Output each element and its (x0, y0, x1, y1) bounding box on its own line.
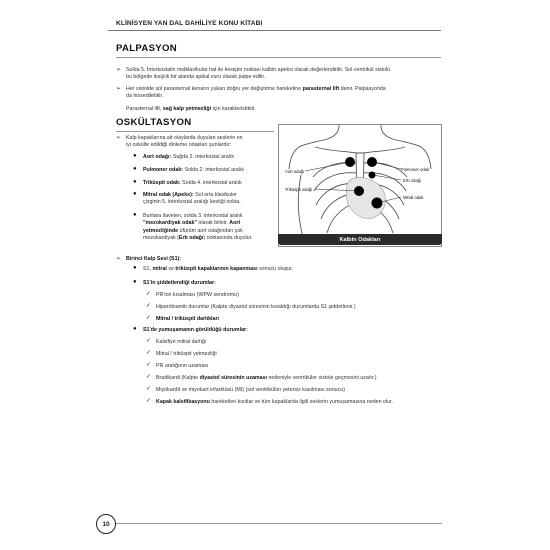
check-icon: ✓ (146, 338, 151, 344)
focus-pulmoner-text: Solda 2. interkostal aralık (183, 167, 244, 173)
focus-aort-text: Sağda 2. interkostal aralık (171, 154, 234, 160)
section-rule (116, 131, 274, 132)
arrow-bullet: ➢ (116, 135, 121, 141)
oskultasyon-intro (126, 135, 276, 150)
check-icon: ✓ (146, 291, 151, 297)
erb-line-d-post: ) noktasında duyulur. (203, 234, 253, 241)
arrow-bullet: ➢ (116, 86, 121, 92)
clavicle-right (363, 147, 405, 153)
focus-pulmoner-label: Pulmoner odak: (143, 167, 184, 173)
s1-line1-kapanma: triküspit kapaklarının kapanması (175, 266, 258, 272)
palpasyon-p3-bold: sağ kalp yetmezliği (162, 106, 212, 112)
s1-line1-post: sonucu oluşur. (257, 266, 294, 272)
s1-line-1 (143, 266, 441, 273)
palpasyon-p2-pre: Her sistolde sol parasternal kenarın yukarı doğru yer değiştirme hareketine (126, 86, 303, 92)
s1-increase-item-3 (156, 316, 442, 323)
aort-focus-dot (345, 157, 355, 167)
s1-increase-item-2: Hiperdinamik durumlar (Kalpte diyastol süresinin kısaldığı durumlarda S1 şiddetlenir.) (156, 304, 356, 310)
s1-increase-item-3-bold: Mitral / triküspit darlıkları (156, 316, 219, 322)
erb-focus-dot (369, 172, 376, 179)
palpasyon-paragraph-1 (126, 67, 442, 82)
erb-odagi-bold: Erb odağı (178, 234, 204, 241)
round-bullet: ● (133, 179, 137, 185)
s1-decrease-item-4-bold: diyastol süresinin uzaması (199, 375, 267, 381)
s1-increase-title-text: S1'in şiddetlendiği durumlar: (143, 280, 216, 286)
s1-increase-title (143, 280, 441, 287)
figure-label-mitral: Mitral odak (403, 195, 424, 200)
s1-decrease-item-2: Mitral / triküspit yetmezliği (156, 351, 217, 357)
s1-decrease-item-4 (156, 375, 442, 382)
palpasyon-p1-line-b: bu bölgede ıksijcik bir alanda apikal vuru olarak palpe edilir. (126, 74, 266, 81)
focus-erb-paragraph (143, 213, 277, 242)
footer-rule (116, 523, 442, 524)
check-icon: ✓ (146, 303, 151, 309)
s1-decrease-item-1: Kalsifiye mitral darlığı (156, 339, 207, 345)
leader-line-pulmoner (373, 162, 401, 169)
s1-title (126, 256, 442, 263)
round-bullet: ● (133, 212, 137, 218)
page-number: 10 (96, 514, 116, 534)
book-title: KLİNİSYEN YAN DAL DAHİLİYE KONU KİTABI (116, 20, 263, 27)
round-bullet: ● (133, 265, 137, 271)
focus-mitral-label: Mitral odak (Apeks): (143, 192, 194, 198)
s1-decrease-item-6 (156, 399, 442, 406)
s1-title-text: Birinci Kalp Sesi (S1): (126, 256, 182, 262)
leader-line-aort (305, 162, 350, 171)
erb-line-d-pre: mezokardiyak ( (143, 234, 179, 241)
focus-mitral-text-b: çizginin 5. interkostal aralığı kestiği nokta. (143, 199, 241, 206)
clavicle-left (315, 147, 357, 153)
trikuspit-focus-dot (354, 186, 364, 196)
erb-line-c: üfürüm aort odağından çok (178, 227, 243, 234)
arrow-bullet: ➢ (116, 256, 121, 262)
s1-line1-mid: ve (166, 266, 176, 272)
figure-label-trikuspit: Triküspit odağı (285, 187, 313, 192)
check-icon: ✓ (146, 350, 151, 356)
palpasyon-p2-bold: parasternal lift (302, 86, 340, 92)
figure-label-aort: Aort odağı (285, 169, 305, 174)
palpasyon-p2-post: denir. Palpasyonda (339, 86, 386, 92)
palpasyon-p3-post: için karakteristiktir. (211, 106, 256, 112)
s1-decrease-item-4-pre: Bradikardi (Kalpte (156, 375, 200, 381)
right-shoulder-outline (381, 125, 431, 169)
oskultasyon-intro-a: Kalp kapaklarına ait olaylarda duyulan seslerin en (126, 135, 243, 141)
s1-line1-pre: S1, (143, 266, 153, 272)
chest-illustration (279, 125, 441, 246)
focus-pulmoner (143, 167, 276, 174)
check-icon: ✓ (146, 315, 151, 321)
left-shoulder-outline (289, 125, 339, 169)
s1-decrease-item-5: Miyokardit ve miyokart infarktüsü (MI) (sol ventrikülün yetersiz kasılması sonucu) (156, 387, 345, 393)
s1-line1-mitral: mitral (152, 266, 167, 272)
s1-decrease-item-6-post: hareketleri kısıtlar ve tüm kapaklarda ilgili seslerin yumuşamasına neden olur. (209, 399, 394, 405)
round-bullet: ● (133, 153, 137, 159)
palpasyon-p3-pre: Parasternal lift, (126, 106, 163, 112)
section-title-palpasyon: PALPASYON (116, 43, 177, 54)
check-icon: ✓ (146, 374, 151, 380)
focus-aort-label: Aort odağı: (143, 154, 172, 160)
focus-trikuspit (143, 180, 276, 187)
section-rule (116, 57, 441, 58)
palpasyon-p1-line-a: Solda 5. İnterkostalin midklavikular hat ile kesişim noktası kalbin apeksi olarak değerlendirilir. Sol ventrikül sistolü (126, 67, 391, 73)
palpasyon-paragraph-3 (126, 106, 442, 113)
erb-line-a: Bunlara ilaveten, solda 3. interkostal aralık (143, 213, 243, 219)
round-bullet: ● (133, 279, 137, 285)
round-bullet: ● (133, 191, 137, 197)
s1-decrease-item-4-post: nedeniyle ventriküler sistole geçmesini uzatır.) (267, 375, 377, 381)
focus-mitral-text-a: Sol orta klavikuler (193, 192, 237, 198)
erb-yetmezlik-bold: yetmezliğinde (143, 227, 179, 234)
erb-line-b: olarak bilinir. (196, 220, 230, 227)
section-title-oskultasyon: OSKÜLTASYON (116, 117, 192, 128)
s1-decrease-title (143, 327, 441, 334)
palpasyon-paragraph-2 (126, 86, 442, 101)
check-icon: ✓ (146, 362, 151, 368)
palpasyon-p2-line-b: da hissedilebilir. (126, 93, 164, 100)
heart-silhouette (346, 178, 385, 219)
figure-label-pulmoner: Pulmoner odak (401, 167, 430, 172)
mitral-focus-dot (372, 198, 383, 209)
check-icon: ✓ (146, 398, 151, 404)
heart-foci-figure (278, 124, 442, 247)
arm-outline (298, 175, 303, 237)
focus-aort (143, 154, 276, 161)
arrow-bullet: ➢ (116, 67, 121, 73)
pulmoner-focus-dot (367, 157, 377, 167)
s1-decrease-title-text: S1'de yumuşamanın görüldüğü durumlar: (143, 327, 248, 333)
erb-mezokardiyak-bold: "mezokardiyak odak" (143, 220, 197, 227)
figure-label-erb: Erb odağı (403, 178, 422, 183)
figure-caption: Kalbin Odakları (278, 234, 442, 245)
s1-decrease-item-6-bold: Kapak kalsifikasyonu (156, 399, 210, 405)
focus-mitral (143, 192, 277, 207)
oskultasyon-intro-b: iyi oskülte edildiği dinleme odakları şunlardır: (126, 142, 232, 149)
s1-increase-item-1: PR'nin kısalması (WPW sendromu) (156, 292, 239, 298)
focus-trikuspit-text: Solda 4. interkostal aralık (180, 180, 242, 186)
s1-decrease-item-3: PR aralığının uzaması (156, 363, 209, 369)
check-icon: ✓ (146, 386, 151, 392)
round-bullet: ● (133, 166, 137, 172)
focus-trikuspit-label: Triküspit odak: (143, 180, 181, 186)
header-rule (108, 30, 441, 31)
erb-aort-bold: Aort (229, 220, 241, 227)
round-bullet: ● (133, 326, 137, 332)
